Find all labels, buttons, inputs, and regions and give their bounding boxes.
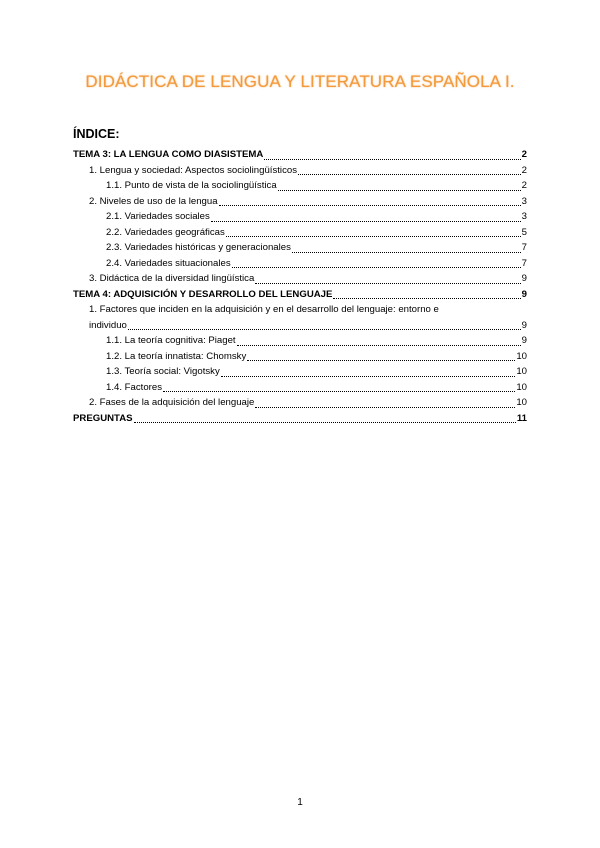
dot-leader [232,260,521,268]
toc-entry-label: 2. Fases de la adquisición del lenguaje [89,397,255,408]
dot-leader [226,229,521,237]
toc-entry-page: 7 [521,242,527,253]
toc-entry-teoria-innatista[interactable] [73,349,527,365]
dot-leader [134,415,516,423]
dot-leader [255,400,515,408]
toc-entry-teoria-social[interactable] [73,364,527,380]
dot-leader [237,338,521,346]
dot-leader [221,369,516,377]
dot-leader [278,183,521,191]
toc-entry-label: 2.3. Variedades históricas y generacionales [106,242,291,253]
dot-leader [163,384,515,392]
toc-entry-label: 2.1. Variedades sociales [106,211,210,222]
toc-entry-variedades-historicas[interactable] [73,240,527,256]
toc-entry-page: 9 [521,335,527,346]
toc-entry-label: 1. Lengua y sociedad: Aspectos sociolingüísticos [89,164,297,176]
toc-entry-page: 10 [516,381,527,393]
toc-entry-page: 7 [521,257,527,269]
page-number: 1 [297,797,303,808]
toc-entry-label: 1.4. Factores [106,381,162,393]
table-of-contents [73,147,527,426]
toc-entry-page: 9 [521,319,527,331]
dot-leader [219,198,521,206]
toc-entry-factores-adquisicion[interactable] [73,302,527,333]
toc-entry-label: 1.2. La teoría innatista: Chomsky [106,350,247,362]
toc-entry-didactica-diversidad[interactable] [73,271,527,287]
toc-entry-page: 2 [521,180,527,191]
dot-leader [292,245,521,253]
toc-entry-lengua-y-sociedad[interactable] [73,163,527,179]
toc-entry-label: 2.4. Variedades situacionales [106,257,231,269]
dot-leader [298,167,521,175]
dot-leader [211,214,521,222]
dot-leader [128,322,521,330]
toc-entry-page: 3 [521,211,527,222]
toc-entry-fases-adquisicion[interactable] [73,395,527,411]
toc-entry-page: 5 [521,226,527,238]
toc-entry-label: TEMA 3: LA LENGUA COMO DIASISTEMA [73,149,264,160]
dot-leader [247,353,515,361]
toc-entry-label: TEMA 4: ADQUISICIÓN Y DESARROLLO DEL LENGUAJE [73,288,333,300]
toc-entry-label: 2. Niveles de uso de la lengua [89,195,218,207]
toc-entry-niveles-de-uso[interactable] [73,194,527,210]
toc-entry-label: 3. Didáctica de la diversidad lingüística [89,273,255,284]
toc-entry-label: 2.2. Variedades geográficas [106,226,225,238]
toc-entry-page: 2 [521,149,527,160]
toc-entry-label-continued: individuo [89,319,127,331]
toc-entry-page: 3 [521,195,527,207]
toc-entry-variedades-situacionales[interactable] [73,256,527,272]
dot-leader [333,291,520,299]
toc-entry-page: 11 [516,412,527,424]
toc-entry-label: PREGUNTAS [73,412,133,424]
toc-entry-page: 10 [516,397,527,408]
toc-entry-variedades-sociales[interactable] [73,209,527,225]
index-heading: ÍNDICE: [73,127,120,141]
document-title: DIDÁCTICA DE LENGUA Y LITERATURA ESPAÑOLA I. [85,72,515,91]
toc-entry-tema-3[interactable] [73,147,527,163]
toc-entry-page: 9 [521,273,527,284]
toc-entry-punto-de-vista[interactable] [73,178,527,194]
dot-leader [255,276,520,284]
toc-entry-variedades-geograficas[interactable] [73,225,527,241]
toc-entry-teoria-cognitiva[interactable] [73,333,527,349]
toc-entry-label: 1.1. La teoría cognitiva: Piaget [106,335,236,346]
toc-entry-factores[interactable] [73,380,527,396]
toc-entry-page: 10 [516,350,527,362]
toc-entry-label: 1.3. Teoría social: Vigotsky [106,366,220,377]
toc-entry-page: 2 [521,164,527,176]
toc-entry-label: 1.1. Punto de vista de la sociolingüística [106,180,277,191]
toc-entry-page: 10 [516,366,527,377]
dot-leader [264,152,520,160]
toc-entry-label: 1. Factores que inciden en la adquisición y en el desarrollo del lenguaje: entorno e [89,304,439,315]
toc-entry-page: 9 [521,288,527,300]
toc-entry-tema-4[interactable] [73,287,527,303]
toc-entry-preguntas[interactable] [73,411,527,427]
